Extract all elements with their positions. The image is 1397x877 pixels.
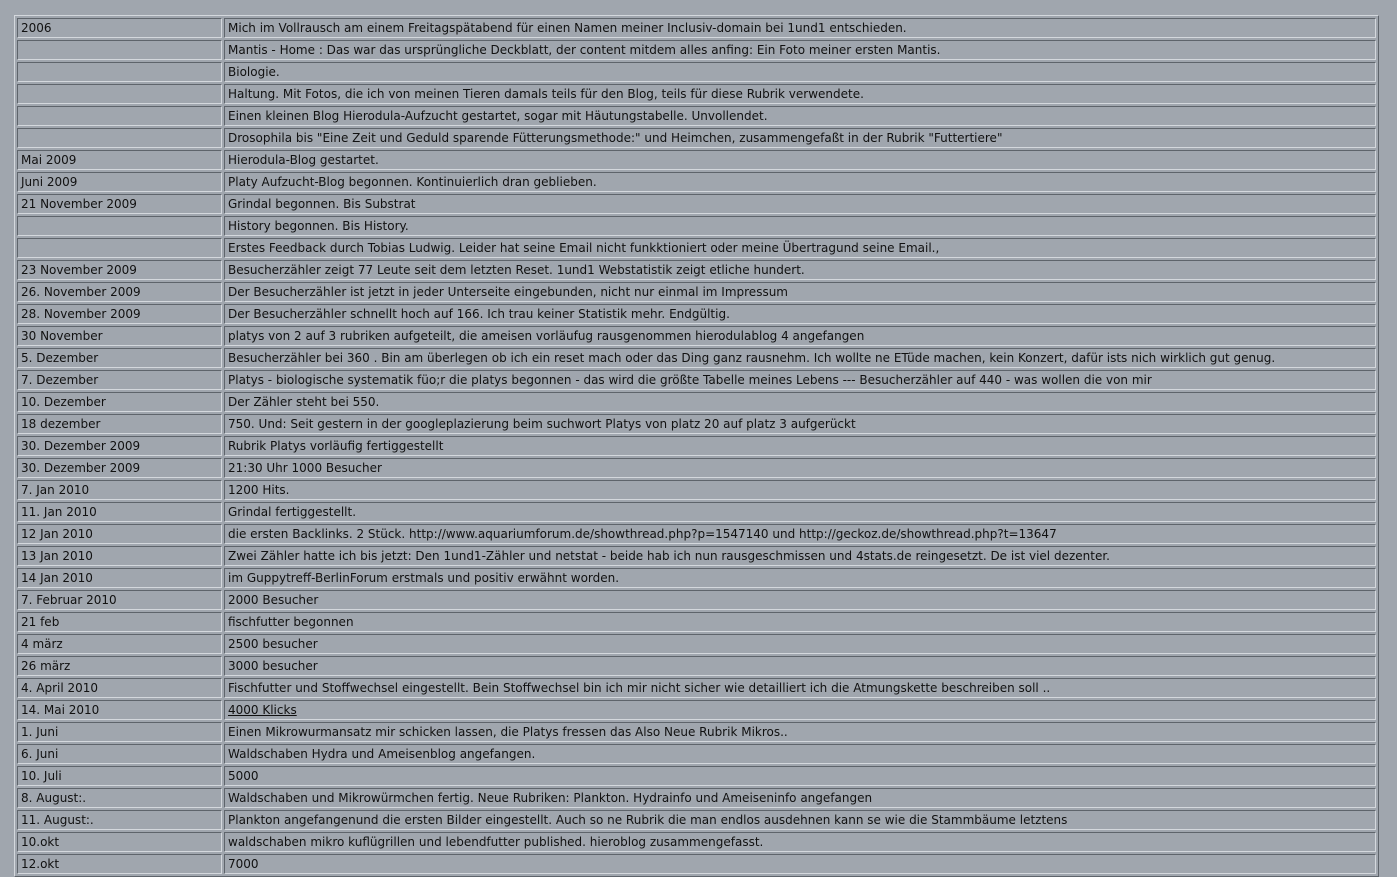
table-row <box>17 546 1376 566</box>
date-cell <box>17 40 222 60</box>
entry-cell: History begonnen. Bis History. <box>224 216 1376 236</box>
date-cell: 14 Jan 2010 <box>17 568 222 588</box>
date-cell: 30. Dezember 2009 <box>17 458 222 478</box>
entry-cell: Mantis - Home : Das war das ursprüngliche Deckblatt, der content mitdem alles anfing: Ein Foto meiner ersten Mantis. <box>224 40 1376 60</box>
date-cell: Mai 2009 <box>17 150 222 170</box>
entry-cell: Biologie. <box>224 62 1376 82</box>
date-cell <box>17 216 222 236</box>
entry-cell: 1200 Hits. <box>224 480 1376 500</box>
entry-cell: 750. Und: Seit gestern in der googleplazierung beim suchwort Platys von platz 20 auf platz 3 aufgerückt <box>224 414 1376 434</box>
date-cell: 12.okt <box>17 854 222 874</box>
date-cell: 1. Juni <box>17 722 222 742</box>
date-cell: 10. Juli <box>17 766 222 786</box>
entry-cell: Grindal fertiggestellt. <box>224 502 1376 522</box>
table-row <box>17 106 1376 126</box>
table-row <box>17 678 1376 698</box>
table-row <box>17 282 1376 302</box>
entry-cell: Erstes Feedback durch Tobias Ludwig. Leider hat seine Email nicht funkktioniert oder meine Übertragund seine Email., <box>224 238 1376 258</box>
entry-link[interactable]: 4000 Klicks <box>228 703 297 717</box>
date-cell: 14. Mai 2010 <box>17 700 222 720</box>
entry-cell <box>224 700 1376 720</box>
date-cell: 13 Jan 2010 <box>17 546 222 566</box>
date-cell <box>17 128 222 148</box>
date-cell <box>17 238 222 258</box>
table-row <box>17 260 1376 280</box>
entry-cell: Besucherzähler bei 360 . Bin am überlegen ob ich ein reset mach oder das Ding ganz rausnehm. Ich wollte ne ETüde machen, kein Konzert, dafür ists nich wirklich gut genug. <box>224 348 1376 368</box>
table-row <box>17 612 1376 632</box>
entry-cell: Waldschaben und Mikrowürmchen fertig. Neue Rubriken: Plankton. Hydrainfo und Ameiseninfo angefangen <box>224 788 1376 808</box>
entry-cell: Der Zähler steht bei 550. <box>224 392 1376 412</box>
table-row <box>17 590 1376 610</box>
table-row <box>17 392 1376 412</box>
table-row <box>17 18 1376 38</box>
date-cell: 8. August:. <box>17 788 222 808</box>
date-cell: 7. Dezember <box>17 370 222 390</box>
date-cell: 26. November 2009 <box>17 282 222 302</box>
entry-cell: Der Besucherzähler ist jetzt in jeder Unterseite eingebunden, nicht nur einmal im Impressum <box>224 282 1376 302</box>
entry-cell: Drosophila bis "Eine Zeit und Geduld sparende Fütterungsmethode:" und Heimchen, zusammengefaßt in der Rubrik "Futtertiere" <box>224 128 1376 148</box>
entry-cell: Zwei Zähler hatte ich bis jetzt: Den 1und1-Zähler und netstat - beide hab ich nun rausgeschmissen und 4stats.de reingesetzt. De ist viel dezenter. <box>224 546 1376 566</box>
table-row <box>17 502 1376 522</box>
date-cell: 26 märz <box>17 656 222 676</box>
table-row <box>17 656 1376 676</box>
table-row <box>17 348 1376 368</box>
table-row <box>17 62 1376 82</box>
date-cell <box>17 84 222 104</box>
table-row <box>17 128 1376 148</box>
date-cell: 10. Dezember <box>17 392 222 412</box>
date-cell: 7. Februar 2010 <box>17 590 222 610</box>
table-row <box>17 766 1376 786</box>
entry-cell: 5000 <box>224 766 1376 786</box>
entry-cell: 7000 <box>224 854 1376 874</box>
entry-cell: Einen kleinen Blog Hierodula-Aufzucht gestartet, sogar mit Häutungstabelle. Unvollendet. <box>224 106 1376 126</box>
table-row <box>17 480 1376 500</box>
entry-cell: fischfutter begonnen <box>224 612 1376 632</box>
date-cell <box>17 62 222 82</box>
date-cell: 18 dezember <box>17 414 222 434</box>
entry-cell: Rubrik Platys vorläufig fertiggestellt <box>224 436 1376 456</box>
entry-cell: Platys - biologische systematik füo;r die platys begonnen - das wird die größte Tabelle meines Lebens --- Besucherzähler auf 440 - was wollen die von mir <box>224 370 1376 390</box>
date-cell: 21 November 2009 <box>17 194 222 214</box>
entry-cell: Besucherzähler zeigt 77 Leute seit dem letzten Reset. 1und1 Webstatistik zeigt etliche hundert. <box>224 260 1376 280</box>
entry-cell: 2500 besucher <box>224 634 1376 654</box>
entry-cell: 3000 besucher <box>224 656 1376 676</box>
table-row <box>17 568 1376 588</box>
date-cell <box>17 106 222 126</box>
table-row <box>17 810 1376 830</box>
entry-cell: waldschaben mikro kuflügrillen und lebendfutter published. hieroblog zusammengefasst. <box>224 832 1376 852</box>
table-row <box>17 436 1376 456</box>
table-row <box>17 458 1376 478</box>
table-row <box>17 238 1376 258</box>
entry-cell: Der Besucherzähler schnellt hoch auf 166. Ich trau keiner Statistik mehr. Endgültig. <box>224 304 1376 324</box>
date-cell: 11. Jan 2010 <box>17 502 222 522</box>
date-cell: 21 feb <box>17 612 222 632</box>
entry-cell: platys von 2 auf 3 rubriken aufgeteilt, die ameisen vorläufug rausgenommen hierodulablog 4 angefangen <box>224 326 1376 346</box>
table-row <box>17 194 1376 214</box>
table-row <box>17 84 1376 104</box>
table-row <box>17 634 1376 654</box>
history-table <box>14 15 1379 877</box>
entry-cell: Waldschaben Hydra und Ameisenblog angefangen. <box>224 744 1376 764</box>
history-table-wrapper <box>14 15 1379 877</box>
entry-cell: Haltung. Mit Fotos, die ich von meinen Tieren damals teils für den Blog, teils für diese Rubrik verwendete. <box>224 84 1376 104</box>
table-row <box>17 370 1376 390</box>
table-row <box>17 216 1376 236</box>
table-row <box>17 326 1376 346</box>
date-cell: 6. Juni <box>17 744 222 764</box>
date-cell: 28. November 2009 <box>17 304 222 324</box>
table-row <box>17 414 1376 434</box>
date-cell: 30 November <box>17 326 222 346</box>
entry-cell: Plankton angefangenund die ersten Bilder eingestellt. Auch so ne Rubrik die man endlos ausdehnen kann se wie die Stammbäume letztens <box>224 810 1376 830</box>
date-cell: 7. Jan 2010 <box>17 480 222 500</box>
table-row <box>17 40 1376 60</box>
table-row <box>17 150 1376 170</box>
table-row <box>17 788 1376 808</box>
date-cell: 11. August:. <box>17 810 222 830</box>
entry-cell: im Guppytreff-BerlinForum erstmals und positiv erwähnt worden. <box>224 568 1376 588</box>
date-cell: 30. Dezember 2009 <box>17 436 222 456</box>
date-cell: 5. Dezember <box>17 348 222 368</box>
entry-cell: Platy Aufzucht-Blog begonnen. Kontinuierlich dran geblieben. <box>224 172 1376 192</box>
table-row <box>17 744 1376 764</box>
date-cell: Juni 2009 <box>17 172 222 192</box>
history-table-body <box>17 18 1376 874</box>
date-cell: 10.okt <box>17 832 222 852</box>
table-row <box>17 172 1376 192</box>
date-cell: 12 Jan 2010 <box>17 524 222 544</box>
table-row <box>17 524 1376 544</box>
entry-cell: 2000 Besucher <box>224 590 1376 610</box>
date-cell: 4 märz <box>17 634 222 654</box>
entry-cell: Mich im Vollrausch am einem Freitagspätabend für einen Namen meiner Inclusiv-domain bei 1und1 entschieden. <box>224 18 1376 38</box>
entry-cell: die ersten Backlinks. 2 Stück. http://www.aquariumforum.de/showthread.php?p=1547140 und http://geckoz.de/showthread.php?t=13647 <box>224 524 1376 544</box>
date-cell: 2006 <box>17 18 222 38</box>
table-row <box>17 304 1376 324</box>
entry-cell: Grindal begonnen. Bis Substrat <box>224 194 1376 214</box>
table-row <box>17 700 1376 720</box>
entry-cell: 21:30 Uhr 1000 Besucher <box>224 458 1376 478</box>
table-row <box>17 854 1376 874</box>
table-row <box>17 832 1376 852</box>
entry-cell: Einen Mikrowurmansatz mir schicken lassen, die Platys fressen das Also Neue Rubrik Mikros.. <box>224 722 1376 742</box>
entry-cell: Fischfutter und Stoffwechsel eingestellt. Bein Stoffwechsel bin ich mir nicht sicher wie detailliert ich die Atmungskette beschreiben soll .. <box>224 678 1376 698</box>
date-cell: 4. April 2010 <box>17 678 222 698</box>
table-row <box>17 722 1376 742</box>
entry-cell: Hierodula-Blog gestartet. <box>224 150 1376 170</box>
date-cell: 23 November 2009 <box>17 260 222 280</box>
